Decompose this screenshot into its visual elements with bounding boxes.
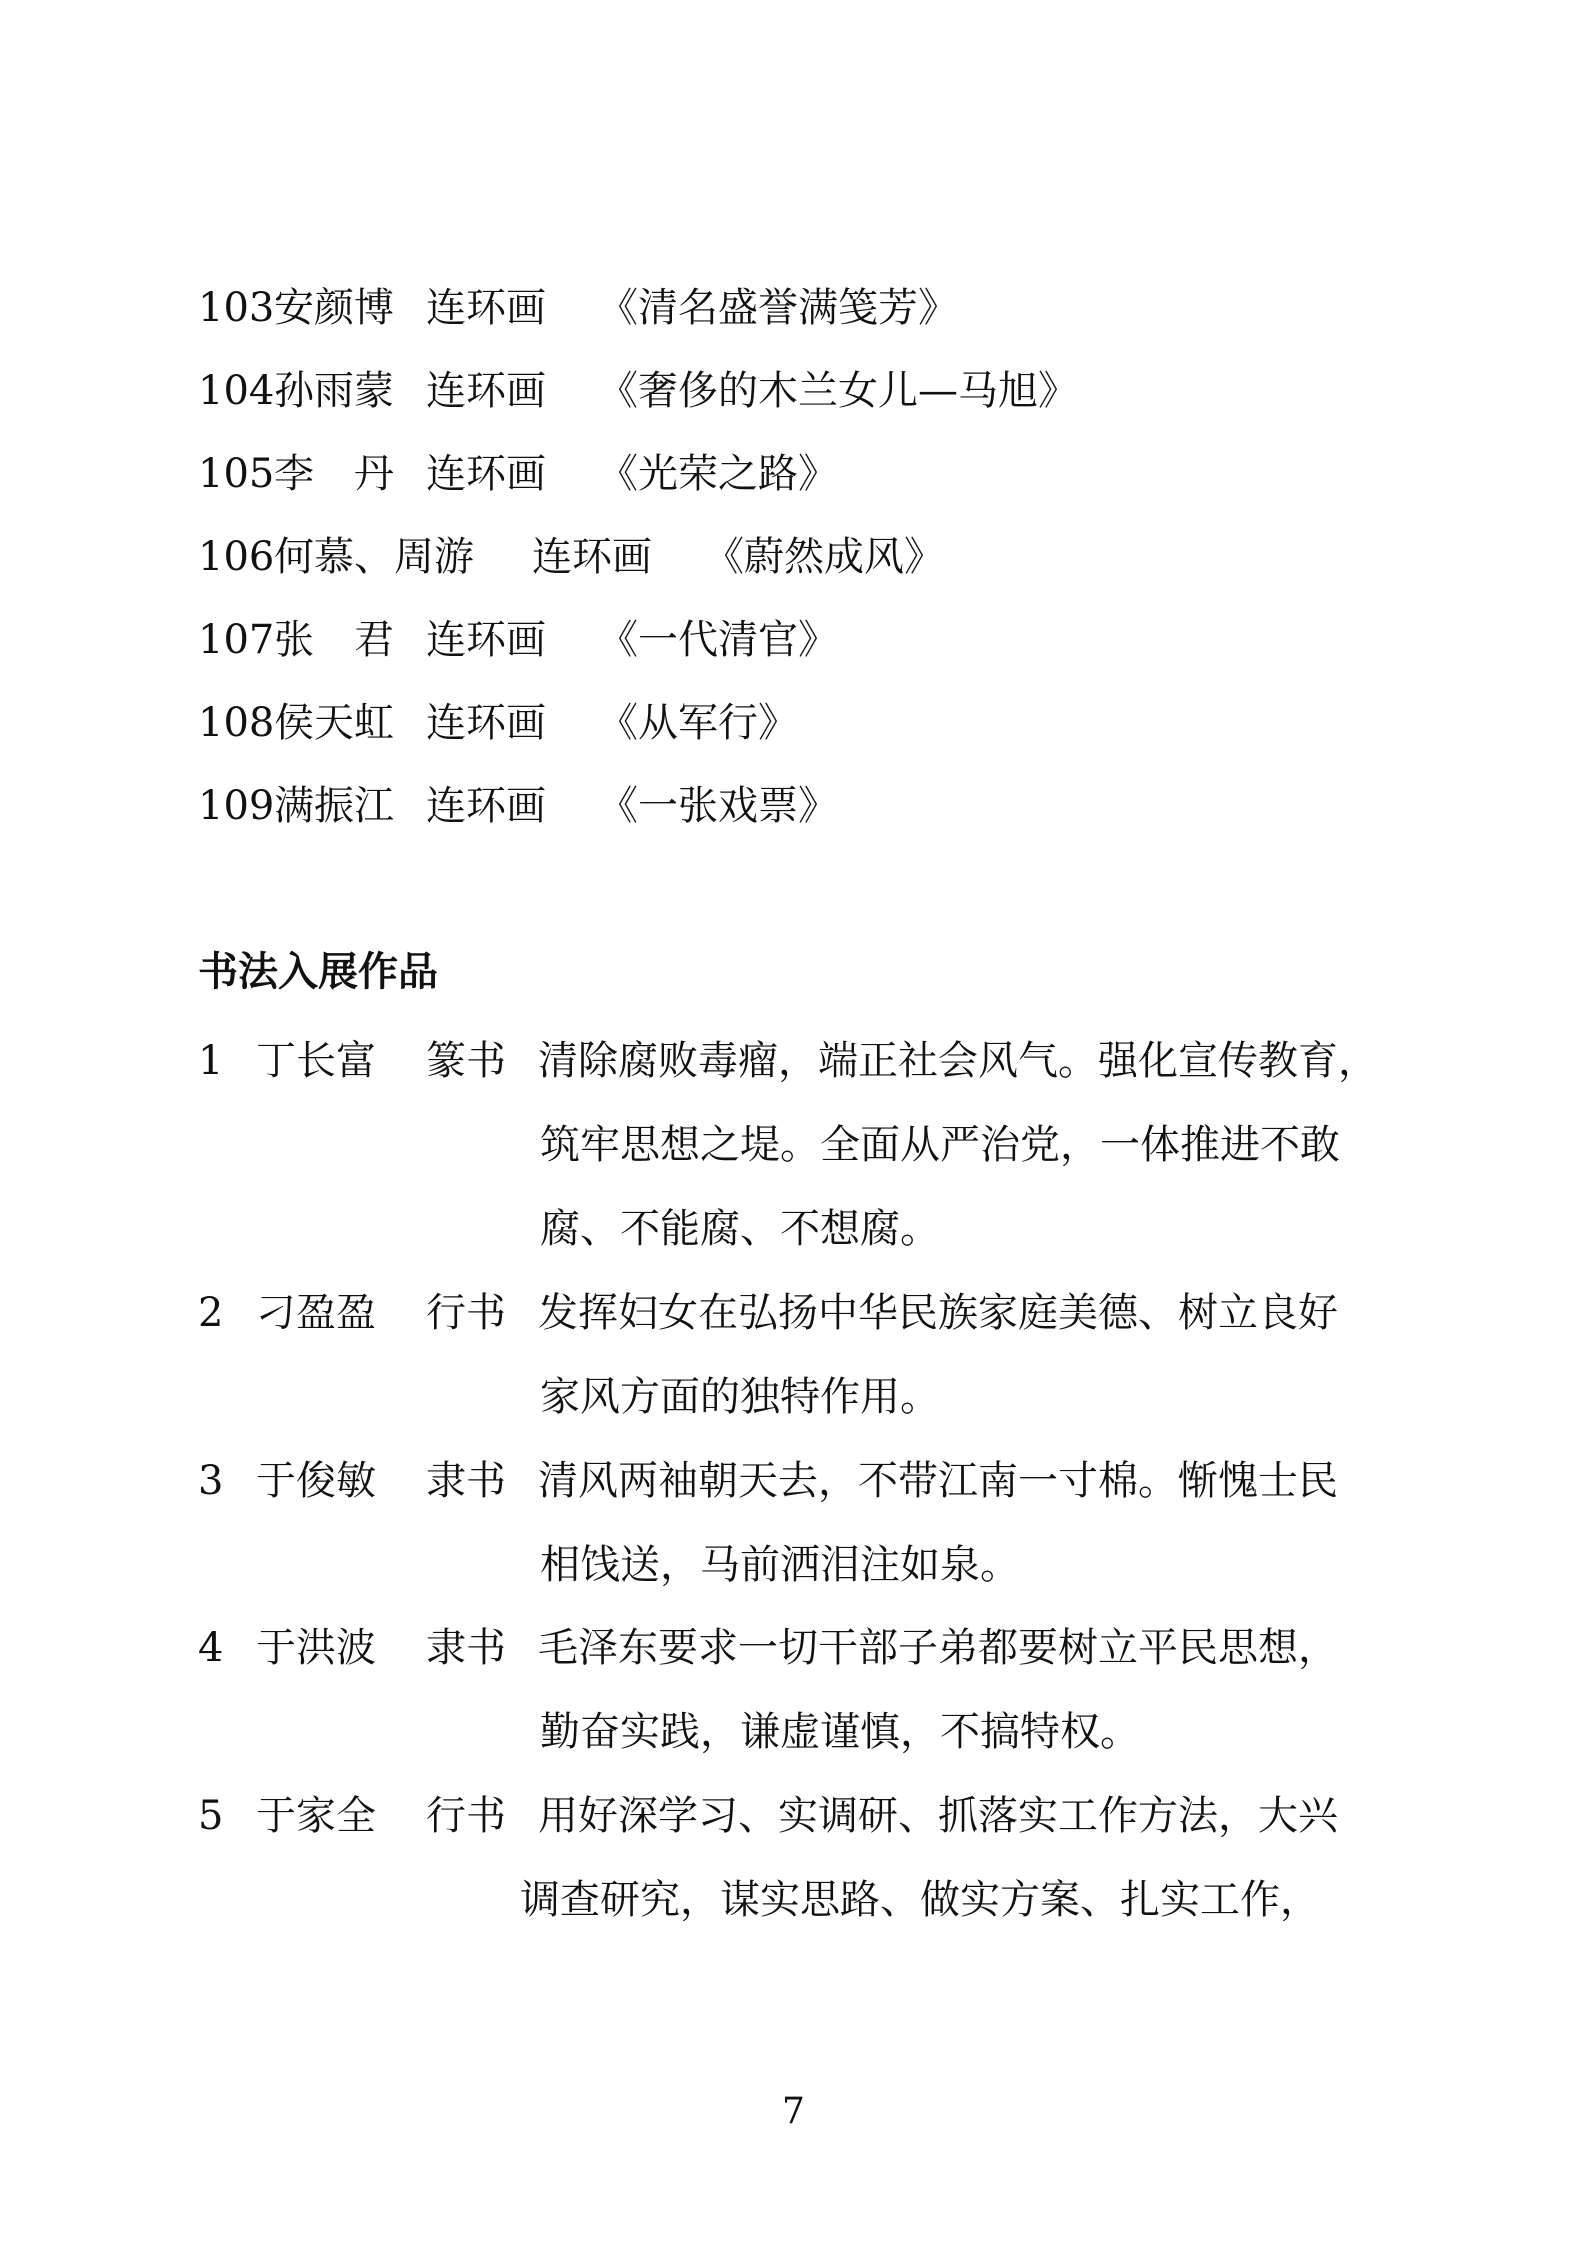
entry-type: 连环画 xyxy=(426,368,546,414)
entry-text-line: 勤奋实践，谦虚谨慎，不搞特权。 xyxy=(540,1709,1140,1755)
entry-type: 连环画 xyxy=(532,534,652,580)
entry-number: 3 xyxy=(198,1458,224,1504)
page-number: 7 xyxy=(782,2091,805,2132)
calligraphy-entry xyxy=(198,1031,1398,1091)
entry-text-line: 毛泽东要求一切干部子弟都要树立平民思想， xyxy=(538,1625,1338,1671)
entry-author: 张 君 xyxy=(274,617,394,663)
entry-author: 丁长富 xyxy=(256,1038,376,1084)
calligraphy-entry xyxy=(198,1618,1398,1678)
entry-style: 篆书 xyxy=(426,1038,506,1084)
entry-title: 《一代清官》 xyxy=(598,617,838,663)
entry-text-line: 用好深学习、实调研、抓落实工作方法，大兴 xyxy=(538,1793,1338,1839)
entry-number: 108 xyxy=(198,700,275,746)
entry-text-line: 调查研究，谋实思路、做实方案、扎实工作， xyxy=(520,1877,1320,1923)
entry-number: 107 xyxy=(198,617,275,663)
entry-title: 《奢侈的木兰女儿—马旭》 xyxy=(598,368,1078,414)
entry-author: 刁盈盈 xyxy=(256,1290,376,1336)
entry-text-line: 筑牢思想之堤。全面从严治党，一体推进不敢 xyxy=(540,1122,1340,1168)
entry-author: 于俊敏 xyxy=(256,1458,376,1504)
entry-author: 侯天虹 xyxy=(274,700,394,746)
entry-title: 《从军行》 xyxy=(598,700,798,746)
entry-number: 4 xyxy=(198,1625,224,1671)
entry-title: 《一张戏票》 xyxy=(598,783,838,829)
entry-number: 2 xyxy=(198,1290,224,1336)
entry-style: 行书 xyxy=(426,1793,506,1839)
entry-style: 隶书 xyxy=(426,1625,506,1671)
entry-text-line: 家风方面的独特作用。 xyxy=(540,1374,940,1420)
entry-text-line: 清除腐败毒瘤，端正社会风气。强化宣传教育， xyxy=(538,1038,1378,1084)
entry-number: 1 xyxy=(198,1038,224,1084)
entry-title: 《光荣之路》 xyxy=(598,451,838,497)
entry-type: 连环画 xyxy=(426,285,546,331)
entry-number: 104 xyxy=(198,368,275,414)
entry-text-line: 相饯送，马前洒泪注如泉。 xyxy=(540,1542,1020,1588)
entry-author: 满振江 xyxy=(274,783,394,829)
entry-type: 连环画 xyxy=(426,783,546,829)
entry-author: 于洪波 xyxy=(256,1625,376,1671)
entry-type: 连环画 xyxy=(426,700,546,746)
entry-type: 连环画 xyxy=(426,451,546,497)
entry-author: 于家全 xyxy=(256,1793,376,1839)
entry-text-line: 发挥妇女在弘扬中华民族家庭美德、树立良好 xyxy=(538,1290,1338,1336)
entry-number: 105 xyxy=(198,451,275,497)
entry-title: 《蔚然成风》 xyxy=(704,534,944,580)
entry-title: 《清名盛誉满笺芳》 xyxy=(598,285,958,331)
entry-number: 103 xyxy=(198,285,275,331)
entry-author: 安颜博 xyxy=(274,285,394,331)
entry-style: 隶书 xyxy=(426,1458,506,1504)
entry-author: 何慕、周游 xyxy=(274,534,474,580)
entry-type: 连环画 xyxy=(426,617,546,663)
entry-author: 孙雨蒙 xyxy=(274,368,394,414)
calligraphy-entry xyxy=(198,1451,1398,1511)
entry-number: 109 xyxy=(198,783,275,829)
entry-text-line: 清风两袖朝天去，不带江南一寸棉。惭愧士民 xyxy=(538,1458,1338,1504)
entry-author: 李 丹 xyxy=(274,451,394,497)
entry-text-line: 腐、不能腐、不想腐。 xyxy=(540,1206,940,1252)
entry-number: 5 xyxy=(198,1793,224,1839)
calligraphy-entry xyxy=(198,1786,1398,1846)
section-heading: 书法入展作品 xyxy=(198,949,438,995)
calligraphy-entry xyxy=(198,1283,1398,1343)
entry-style: 行书 xyxy=(426,1290,506,1336)
entry-number: 106 xyxy=(198,534,275,580)
